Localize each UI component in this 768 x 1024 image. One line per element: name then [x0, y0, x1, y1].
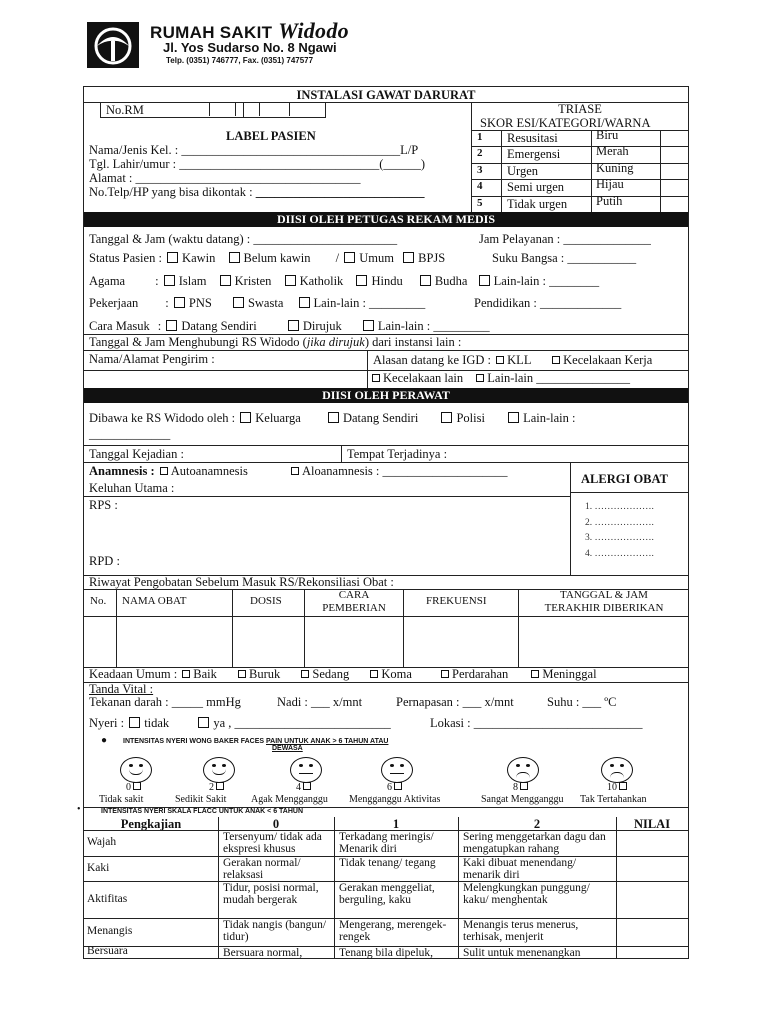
pain-face-icon	[203, 757, 235, 783]
triase-row[interactable]	[471, 146, 688, 162]
field-lokasi-nyeri[interactable]: Lokasi : ___________________________	[430, 716, 643, 730]
pekerjaan-row: Pekerjaan : PNS Swasta Lain-lain : _________	[89, 296, 426, 310]
flacc-item: Menangis	[87, 925, 133, 937]
checkbox-swasta[interactable]	[233, 297, 244, 308]
flacc-score-2: Kaki dibuat menendang/ menarik diri	[463, 857, 577, 881]
flacc-score-1: Tidak tenang/ tegang	[339, 857, 436, 869]
checkbox-cara-lain[interactable]	[363, 320, 374, 331]
form-title: INSTALASI GAWAT DARURAT	[296, 88, 476, 102]
triase-color: Putih	[596, 193, 623, 208]
checkbox-kll[interactable]	[496, 356, 504, 364]
nyeri-row: Nyeri : tidak ya , _________________________	[89, 716, 391, 730]
field-suku[interactable]: Suku Bangsa : ___________	[492, 251, 637, 265]
checkbox-polisi[interactable]	[441, 412, 452, 423]
flacc-score-2: Menangis terus menerus, terhisak, menjerit	[463, 919, 579, 943]
triase-title: TRIASE	[558, 102, 602, 116]
triase-num: 1	[477, 131, 483, 143]
flacc-nilai-input[interactable]	[617, 856, 687, 881]
obat-table-body[interactable]	[84, 616, 688, 666]
no-rm-box[interactable]: No.RM	[100, 102, 244, 118]
anamnesis-row: Anamnesis : Autoanamnesis Aloanamnesis : ____________________	[89, 464, 508, 478]
checkbox-kawin[interactable]	[167, 252, 178, 263]
checkbox-pekerjaan-lain[interactable]	[299, 297, 310, 308]
flacc-item: Bersuara	[87, 945, 128, 957]
checkbox-belum-kawin[interactable]	[229, 252, 240, 263]
flacc-score-0: Tersenyum/ tidak ada ekspresi khusus	[223, 831, 322, 855]
col-dosis: DOSIS	[250, 595, 282, 607]
checkbox-pain-score[interactable]	[216, 782, 224, 790]
pain-score: 0	[126, 782, 144, 793]
flacc-header: Pengkajian	[120, 817, 182, 831]
igd-form	[77, 86, 689, 959]
pain-face-icon	[381, 757, 413, 783]
field-jam-pelayanan[interactable]: Jam Pelayanan : ______________	[479, 232, 651, 246]
triase-category: Urgen	[507, 163, 539, 178]
field-rps[interactable]: RPS :	[89, 498, 118, 512]
checkbox-kristen[interactable]	[220, 275, 231, 286]
field-alamat[interactable]: Alamat : ____________________________________	[89, 171, 361, 185]
flacc-score-2: Melengkungkan punggung/ kaku/ menghentak	[463, 882, 590, 906]
flacc-score-1: Terkadang meringis/ Menarik diri	[339, 831, 434, 855]
triase-row[interactable]	[471, 179, 688, 195]
section-perawat: DIISI OLEH PERAWAT	[84, 388, 688, 403]
pain-score: 4	[296, 782, 314, 793]
bullet-icon: ●	[101, 735, 108, 746]
field-tanggal-datang[interactable]: Tanggal & Jam (waktu datang) : _______________________	[89, 232, 398, 246]
checkbox-dirujuk[interactable]	[288, 320, 299, 331]
triase-color: Merah	[596, 144, 629, 159]
triase-color: Biru	[596, 128, 619, 142]
field-nadi[interactable]: Nadi : ___ x/mnt	[277, 695, 363, 709]
triase-category: Semi urgen	[507, 180, 565, 195]
pain-label: Tak Tertahankan	[580, 794, 647, 805]
alergi-list[interactable]: 1. ………………. 2. ………………. 3. ………………. 4. ……………….	[585, 502, 654, 559]
flacc-item: Wajah	[87, 836, 117, 848]
checkbox-hindu[interactable]	[356, 275, 367, 286]
checkbox-islam[interactable]	[164, 275, 175, 286]
field-rpd[interactable]: RPD :	[89, 554, 120, 568]
pain-face-icon	[601, 757, 633, 783]
pain-label: Sedikit Sakit	[175, 794, 227, 805]
checkbox-alasan-lain[interactable]	[476, 374, 484, 382]
field-tgl-lahir[interactable]: Tgl. Lahir/umur : ________________________________(______)	[89, 157, 426, 171]
vital-title: Tanda Vital :	[89, 682, 154, 696]
flacc-header: NILAI	[633, 817, 671, 831]
field-tgl-kejadian[interactable]: Tanggal Kejadian :	[89, 447, 184, 461]
field-tempat-kejadian[interactable]: Tempat Terjadinya :	[347, 447, 448, 461]
pain-score: 8	[513, 782, 531, 793]
checkbox-meninggal[interactable]	[531, 670, 539, 678]
wong-baker-title: INTENSITAS NYERI WONG BAKER FACES PAIN UNTUK ANAK > 6 TAHUN ATAU	[123, 738, 389, 745]
triase-category: Resusitasi	[507, 131, 558, 145]
checkbox-dibawa-lain[interactable]	[508, 412, 519, 423]
checkbox-baik[interactable]	[182, 670, 190, 678]
checkbox-dibawa-datang-sendiri[interactable]	[328, 412, 339, 423]
checkbox-umum[interactable]	[344, 252, 355, 263]
triase-subtitle: SKOR ESI/KATEGORI/WARNA	[480, 116, 651, 130]
flacc-score-2: Sering menggetarkan dagu dan mengatupkan rahang	[463, 831, 606, 855]
checkbox-aloanamnesis[interactable]	[291, 467, 299, 475]
flacc-score-0: Gerakan normal/ relaksasi	[223, 857, 301, 881]
checkbox-sedang[interactable]	[301, 670, 309, 678]
pain-face-icon	[120, 757, 152, 783]
flacc-item: Aktifitas	[87, 892, 128, 905]
col-no: No.	[90, 595, 107, 607]
flacc-nilai-input[interactable]	[617, 946, 687, 958]
alergi-title: ALERGI OBAT	[581, 472, 668, 486]
field-telp[interactable]: No.Telp/HP yang bisa dikontak : ___________________________	[89, 185, 425, 199]
checkbox-nyeri-tidak[interactable]	[129, 717, 140, 728]
field-dibawa-lain[interactable]: _____________	[89, 427, 171, 441]
flacc-item: Kaki	[87, 861, 110, 874]
checkbox-autoanamnesis[interactable]	[160, 467, 168, 475]
triase-color: Kuning	[596, 160, 634, 175]
checkbox-pain-score[interactable]	[394, 782, 402, 790]
obat-title: Riwayat Pengobatan Sebelum Masuk RS/Rekonsiliasi Obat :	[89, 575, 394, 589]
triase-color: Hijau	[596, 177, 624, 192]
checkbox-pain-score[interactable]	[619, 782, 627, 790]
field-keluhan[interactable]: Keluhan Utama :	[89, 481, 175, 495]
pain-score: 10	[607, 782, 630, 793]
flacc-nilai-input[interactable]	[617, 881, 687, 918]
field-nama[interactable]: Nama/Jenis Kel. : ___________________________________L/P	[89, 143, 419, 157]
pain-label: Mengganggu Aktivitas	[349, 794, 441, 805]
wong-baker-title-2: DEWASA	[272, 745, 303, 752]
triase-category: Emergensi	[507, 147, 561, 162]
field-tanggal-hubungi[interactable]: Tanggal & Jam Menghubungi RS Widodo (jika dirujuk) dari instansi lain :	[89, 335, 462, 349]
pain-label: Agak Mengganggu	[251, 794, 328, 805]
triase-row[interactable]	[471, 160, 688, 179]
pain-face-icon	[290, 757, 322, 783]
checkbox-agama-lain[interactable]	[479, 275, 490, 286]
keadaan-row: Keadaan Umum : Baik Buruk Sedang Koma Perdarahan Meninggal	[89, 667, 597, 681]
flacc-score-0: Tidak nangis (bangun/ tidur)	[223, 919, 327, 943]
pain-score: 2	[209, 782, 227, 793]
flacc-score-0: Tidur, posisi normal, mudah bergerak	[223, 882, 319, 906]
field-suhu[interactable]: Suhu : ___ ºC	[547, 695, 617, 709]
checkbox-pain-score[interactable]	[303, 782, 311, 790]
checkbox-perdarahan[interactable]	[441, 670, 449, 678]
checkbox-bpjs[interactable]	[403, 252, 414, 263]
checkbox-budha[interactable]	[420, 275, 431, 286]
no-rm-digits[interactable]	[183, 102, 326, 118]
col-nama-obat: NAMA OBAT	[122, 595, 187, 607]
checkbox-keluarga[interactable]	[240, 412, 251, 423]
triase-category: Tidak urgen	[507, 196, 568, 211]
triase-num: 3	[477, 163, 483, 176]
checkbox-pns[interactable]	[174, 297, 185, 308]
alasan-row-1: Alasan datang ke IGD : KLL Kecelakaan Kerja	[373, 353, 653, 367]
flacc-score-1: Tenang bila dipeluk,	[339, 947, 434, 959]
checkbox-kecelakaan-kerja[interactable]	[552, 356, 560, 364]
bullet-icon: •	[77, 804, 81, 815]
triase-num: 4	[477, 180, 483, 193]
flacc-score-1: Gerakan menggeliat, berguling, kaku	[339, 882, 435, 906]
field-tekanan-darah[interactable]: Tekanan darah : _____ mmHg	[89, 695, 241, 709]
flacc-header: 2	[533, 817, 541, 831]
flacc-title: INTENSITAS NYERI SKALA FLACC UNTUK ANAK < 6 TAHUN	[101, 808, 304, 815]
flacc-score-1: Mengerang, merengek-rengek	[339, 919, 447, 943]
field-pendidikan[interactable]: Pendidikan : _____________	[474, 296, 622, 310]
flacc-header: 0	[272, 817, 280, 831]
hospital-address: Jl. Yos Sudarso No. 8 Ngawi	[163, 40, 337, 55]
dibawa-row: Dibawa ke RS Widodo oleh : Keluarga Datang Sendiri Polisi Lain-lain :	[89, 411, 576, 425]
triase-num: 5	[477, 196, 483, 209]
checkbox-buruk[interactable]	[238, 670, 246, 678]
checkbox-pain-score[interactable]	[133, 782, 141, 790]
flacc-nilai-input[interactable]	[617, 830, 687, 856]
flacc-nilai-input[interactable]	[617, 918, 687, 946]
field-pengirim[interactable]: Nama/Alamat Pengirim :	[89, 352, 215, 366]
checkbox-koma[interactable]	[370, 670, 378, 678]
checkbox-kecelakaan-lain[interactable]	[372, 374, 380, 382]
triase-row[interactable]	[471, 130, 688, 146]
hospital-logo	[87, 22, 139, 68]
pain-label: Tidak sakit	[99, 794, 144, 805]
hospital-name: RUMAH SAKIT Widodo	[150, 18, 349, 43]
pain-label: Sangat Mengganggu	[481, 794, 564, 805]
pain-face-icon	[507, 757, 539, 783]
label-pasien: LABEL PASIEN	[226, 129, 316, 143]
col-tanggal-terakhir: TANGGAL & JAM TERAKHIR DIBERIKAN	[544, 589, 664, 614]
field-pernapasan[interactable]: Pernapasan : ___ x/mnt	[396, 695, 514, 709]
checkbox-nyeri-ya[interactable]	[198, 717, 209, 728]
status-pasien-row: Status Pasien : Kawin Belum kawin / Umum BPJS	[89, 251, 446, 265]
flacc-header: 1	[392, 817, 400, 831]
col-cara-pemberian: CARA PEMBERIAN	[322, 589, 386, 614]
triase-num: 2	[477, 147, 483, 160]
checkbox-pain-score[interactable]	[520, 782, 528, 790]
hospital-phone: Telp. (0351) 746777, Fax. (0351) 747577	[166, 56, 314, 65]
col-frekuensi: FREKUENSI	[426, 595, 487, 607]
checkbox-datang-sendiri[interactable]	[166, 320, 177, 331]
flacc-score-0: Bersuara normal,	[223, 947, 303, 959]
cara-masuk-row: Cara Masuk : Datang Sendiri Dirujuk Lain-lain : _________	[89, 319, 490, 333]
triase-row[interactable]	[471, 193, 688, 212]
pain-score: 6	[387, 782, 405, 793]
flacc-score-2: Sulit untuk menenangkan	[463, 947, 581, 959]
checkbox-katholik[interactable]	[285, 275, 296, 286]
section-rekam-medis: DIISI OLEH PETUGAS REKAM MEDIS	[84, 212, 688, 227]
alasan-row-2: Kecelakaan lain Lain-lain _______________	[370, 371, 630, 386]
agama-row: Agama : Islam Kristen Katholik Hindu Budha Lain-lain : ________	[89, 274, 600, 288]
